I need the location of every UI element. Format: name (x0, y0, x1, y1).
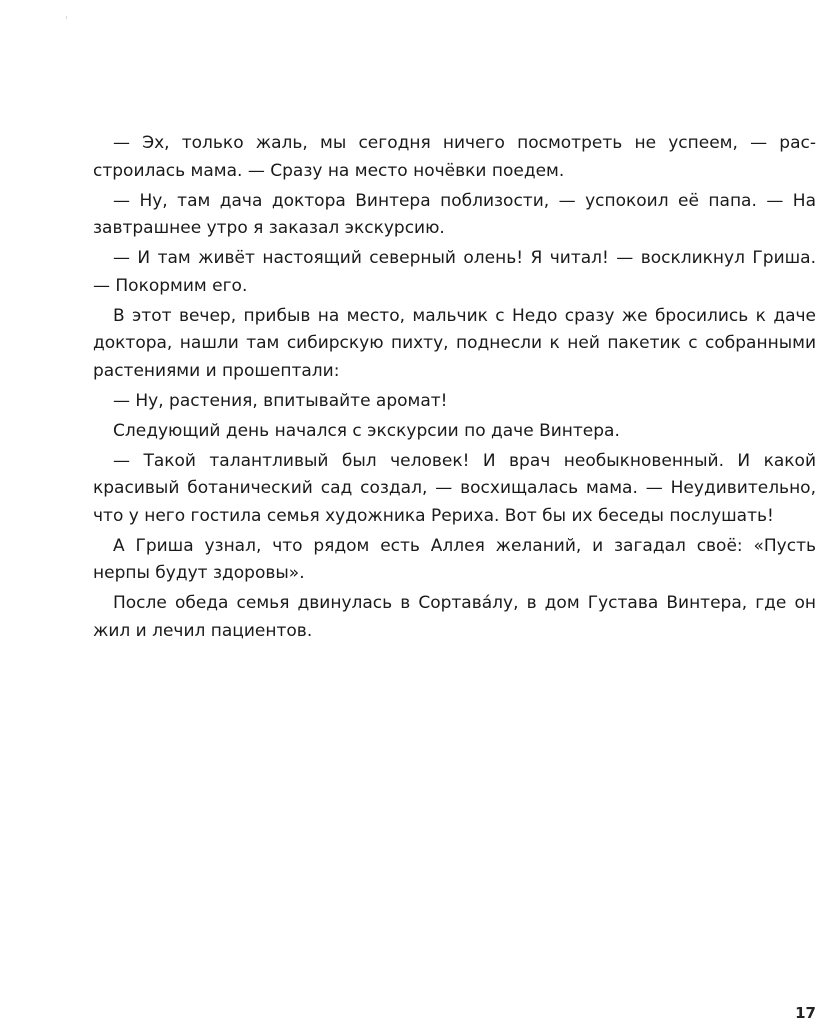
body-text (93, 130, 816, 648)
paragraph: — Ну, растения, впитывайте аромат! (113, 390, 448, 411)
paragraph: А Гриша узнал, что рядом есть Аллея желаний, и загадал своё: «Пусть нерпы будут здоровы». (93, 535, 816, 583)
paragraph: В этот вечер, прибыв на место, мальчик с Недо сразу же бросились к даче доктора, нашли там сибирскую пихту, поднесли к ней пакетик с собранными растениями и прошептали: (93, 305, 816, 381)
paragraph: — И там живёт настоящий северный олень! Я читал! — воскликнул Гриша. — Покормим его. (93, 248, 816, 296)
scan-mark (66, 16, 67, 19)
paragraph: — Такой талантливый был человек! И врач необыкновенный. И какой красивый ботанический сад создал, — восхищалась мама. — Неудивительно, что у него гостила семья художника Рериха. Вот бы их беседы послушать! (93, 450, 816, 526)
page-number: 17 (795, 1004, 816, 1022)
paragraph: — Ну, там дача доктора Винтера поблизости, — успокоил её папа. — На завтрашнее утро я заказал экскурсию. (93, 190, 816, 238)
paragraph: После обеда семья двинулась в Сортава́лу, в дом Густава Винтера, где он жил и лечил пациентов. (93, 593, 816, 641)
paragraph: Следующий день начался с экскурсии по даче Винтера. (113, 420, 620, 441)
paragraph: — Эх, только жаль, мы сегодня ничего посмотреть не успеем, — расстроилась мама. — Сразу на место ночёвки поедем. (93, 133, 816, 181)
